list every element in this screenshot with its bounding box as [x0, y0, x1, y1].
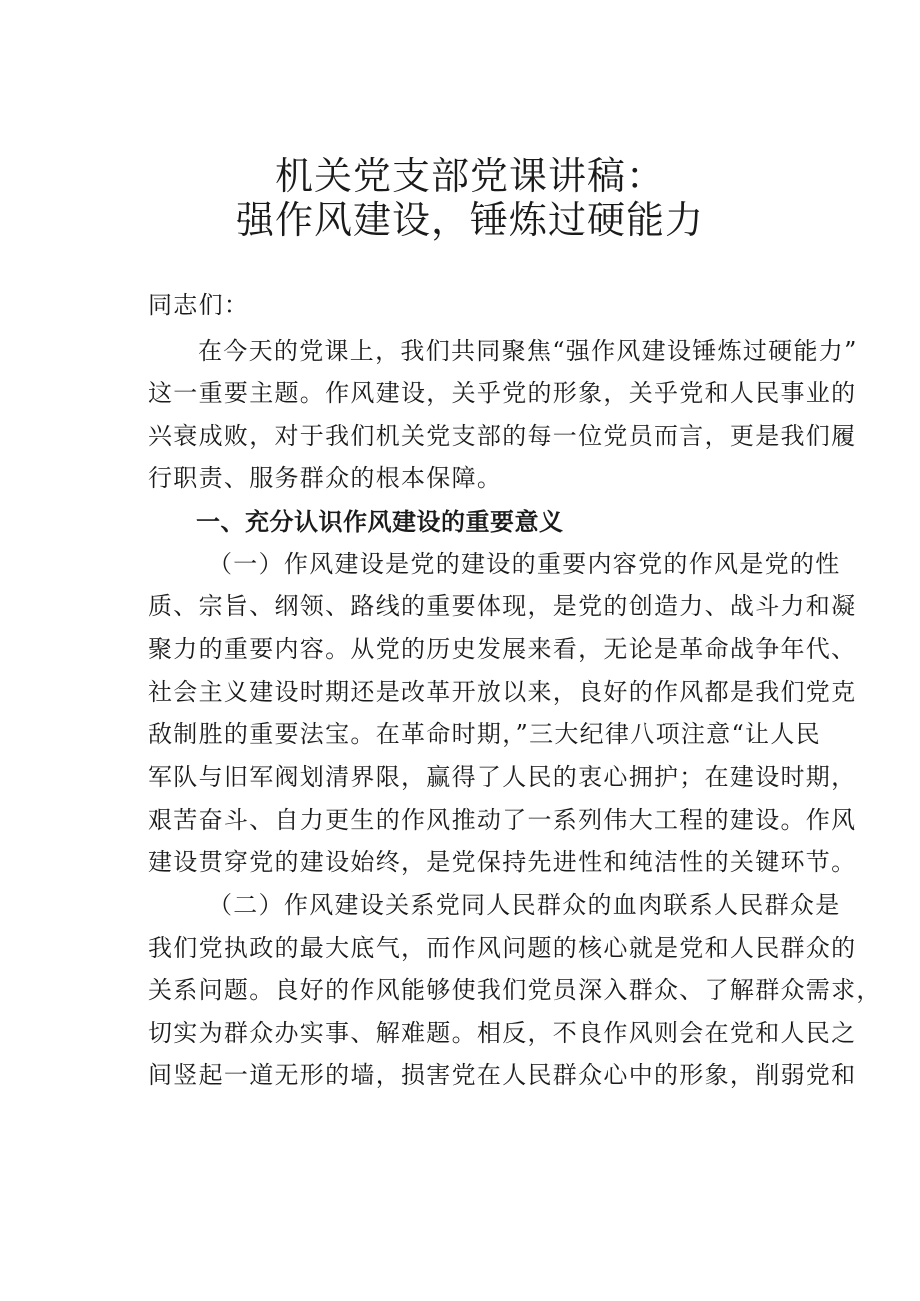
body-line: 社会主义建设时期还是改革开放以来，良好的作风都是我们党克: [148, 678, 857, 706]
body-line: 艰苦奋斗、自力更生的作风推动了一系列伟大工程的建设。作风: [148, 806, 857, 834]
body-line: 我们党执政的最大底气，而作风问题的核心就是党和人民群众的: [148, 934, 857, 962]
body-line: 这一重要主题。作风建设，关乎党的形象，关乎党和人民事业的: [148, 379, 857, 407]
salutation: 同志们：: [148, 291, 250, 319]
body-line: 聚力的重要内容。从党的历史发展来看，无论是革命战争年代、: [148, 635, 857, 663]
body-line: 质、宗旨、纲领、路线的重要体现，是党的创造力、战斗力和凝: [148, 592, 857, 620]
body-line: 行职责、服务群众的根本保障。: [148, 464, 503, 492]
body-line: 切实为群众办实事、解难题。相反，不良作风则会在党和人民之: [148, 1019, 857, 1047]
body-line: 间竖起一道无形的墙，损害党在人民群众心中的形象，削弱党和: [148, 1061, 857, 1089]
body-line: 军队与旧军阀划清界限，赢得了人民的衷心拥护；在建设时期，: [148, 763, 857, 791]
body-line: 敌制胜的重要法宝。在革命时期，”三大纪律八项注意“让人民: [148, 720, 821, 748]
body-line: 兴衰成败，对于我们机关党支部的每一位党员而言，更是我们履: [148, 422, 857, 450]
body-line: （二）作风建设关系党同人民群众的血肉联系人民群众是: [208, 891, 841, 919]
document-title-line-1: 机关党支部党课讲稿：: [274, 154, 665, 198]
section-heading: 一、充分认识作风建设的重要意义: [196, 508, 564, 536]
body-line: 关系问题。良好的作风能够使我们党员深入群众、了解群众需求，: [148, 976, 882, 1004]
body-line: （一）作风建设是党的建设的重要内容党的作风是党的性: [208, 550, 841, 578]
body-line: 建设贯穿党的建设始终，是党保持先进性和纯洁性的关键环节。: [148, 848, 857, 876]
document-title-line-2: 强作风建设，锤炼过硬能力: [235, 198, 704, 242]
body-line: 在今天的党课上，我们共同聚焦“强作风建设锤炼过硬能力”: [198, 337, 858, 365]
